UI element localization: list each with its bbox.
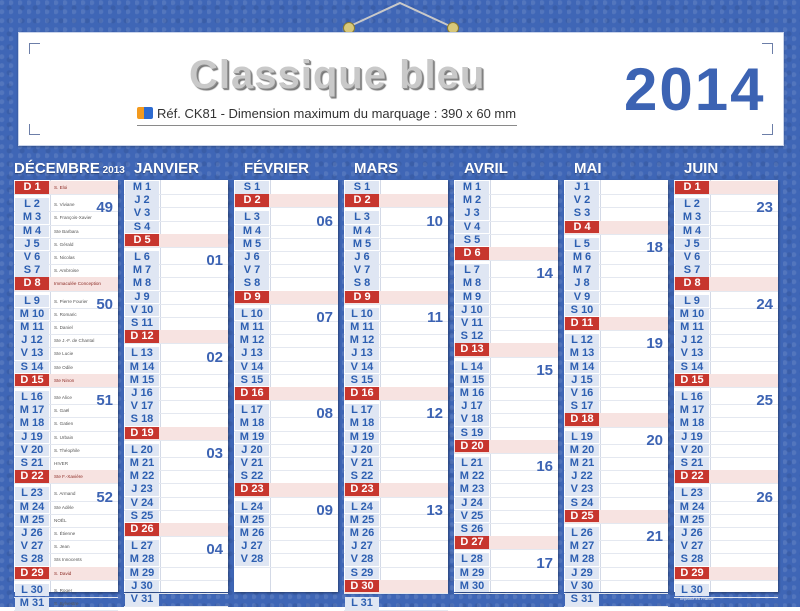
day-row: L 14 (454, 361, 558, 375)
day-row: M 19 (344, 431, 448, 445)
day-row: L 2 S. Viviane (14, 198, 118, 212)
day-row: S 7 S. Ambroise (14, 264, 118, 278)
day-row: V 21 (344, 457, 448, 471)
month-title-janvier: JANVIER (134, 160, 200, 177)
day-row: M 29 (454, 567, 558, 581)
month-column-janvier (124, 180, 228, 605)
week-number: 49 (96, 199, 113, 217)
day-row: L 21 (454, 457, 558, 471)
day-row: S 15 (344, 374, 448, 388)
day-row: M 15 (124, 374, 228, 388)
month-title-mars: MARS (354, 160, 399, 177)
day-row: V 31 (124, 593, 228, 607)
day-row: M 20 (564, 444, 668, 458)
day-row: S 19 (454, 427, 558, 441)
day-row: D 22 Ste F.-Xavière (14, 470, 118, 484)
day-row: L 19 (564, 431, 668, 445)
day-row: L 26 (564, 527, 668, 541)
day-row: D 23 (234, 483, 338, 497)
year-label: 2014 (624, 56, 766, 123)
day-row: M 9 (454, 291, 558, 305)
day-row: S 4 (124, 221, 228, 235)
day-row: M 4 (674, 225, 778, 239)
day-row: S 24 (564, 497, 668, 511)
day-row: M 5 (234, 238, 338, 252)
day-row: M 11 S. Daniel (14, 321, 118, 335)
day-row: L 6 (124, 251, 228, 265)
month-title-février: FÉVRIER (244, 160, 310, 177)
day-row: M 21 (124, 457, 228, 471)
day-row: L 27 (124, 540, 228, 554)
week-number: 18 (646, 239, 663, 256)
day-row: D 12 (124, 330, 228, 344)
day-row: V 24 (124, 497, 228, 511)
day-row: M 22 (454, 470, 558, 484)
day-row: S 3 (564, 207, 668, 221)
day-row: J 24 (454, 497, 558, 511)
day-row: L 24 (344, 501, 448, 515)
day-row: L 31 (344, 597, 448, 611)
day-row: M 24 Ste Adèle (14, 501, 118, 515)
day-row: J 9 (124, 291, 228, 305)
week-number: 14 (536, 265, 553, 283)
day-row: L 23 (674, 487, 778, 501)
day-row: L 13 (124, 347, 228, 361)
week-number: 04 (206, 541, 223, 559)
day-row: M 5 (344, 238, 448, 252)
day-row: M 3 (674, 211, 778, 225)
day-row: J 5 (674, 238, 778, 252)
day-row: M 23 (454, 483, 558, 497)
day-row: M 26 (344, 527, 448, 541)
week-number: 03 (206, 445, 223, 462)
day-row: V 6 S. Nicolas (14, 251, 118, 265)
day-row: D 15 Ste Ninon (14, 374, 118, 388)
day-row: M 25 (344, 514, 448, 528)
day-row: L 17 (344, 404, 448, 418)
day-row: V 14 (234, 361, 338, 375)
day-row: S 10 (564, 304, 668, 318)
day-row: L 24 (234, 501, 338, 515)
day-row: M 8 (124, 277, 228, 291)
week-number: 17 (536, 554, 553, 572)
week-number: 02 (206, 348, 223, 366)
day-row: M 29 (124, 567, 228, 581)
day-row: V 28 (344, 553, 448, 567)
day-row: D 25 (564, 510, 668, 524)
day-row: V 27 S. Jean (14, 540, 118, 554)
week-number: 08 (316, 405, 333, 423)
day-row: J 17 (454, 400, 558, 414)
week-number: 23 (756, 199, 773, 217)
day-row: S 22 (234, 470, 338, 484)
day-row: J 6 (234, 251, 338, 265)
day-row: M 22 (124, 470, 228, 484)
week-number: 20 (646, 431, 663, 449)
day-row: V 14 (344, 361, 448, 375)
day-row: M 2 (454, 194, 558, 208)
day-row: J 19 S. Urbain (14, 431, 118, 445)
day-row: M 21 (564, 457, 668, 471)
day-row: J 1 (564, 181, 668, 195)
month-column-décembre (14, 180, 118, 609)
day-row: M 19 (234, 431, 338, 445)
day-row: L 23 S. Armand (14, 487, 118, 501)
day-row: S 26 (454, 523, 558, 537)
day-row: M 11 (234, 321, 338, 335)
day-row: J 13 (234, 347, 338, 361)
month-title-avril: AVRIL (464, 160, 508, 177)
day-row: J 12 Ste J.-F. de Chantal (14, 334, 118, 348)
day-row: M 31 S. Sylvestre (14, 597, 118, 611)
week-number: 21 (646, 528, 663, 546)
day-row: D 19 (124, 427, 228, 441)
week-number: 25 (756, 392, 773, 410)
day-row: M 1 (454, 181, 558, 195)
day-row: M 25 (674, 514, 778, 528)
day-row: D 27 (454, 536, 558, 550)
month-title-mai: MAI (574, 160, 602, 177)
day-row: V 30 (564, 580, 668, 594)
day-row: S 12 (454, 330, 558, 344)
day-row: D 5 (124, 234, 228, 248)
month-column-avril (454, 180, 558, 592)
day-row: M 27 (564, 540, 668, 554)
day-row: S 8 (344, 277, 448, 291)
day-row: M 17 S. Gaël (14, 404, 118, 418)
week-number: 07 (316, 309, 333, 326)
day-row: V 27 (674, 540, 778, 554)
day-row: J 29 (564, 567, 668, 581)
day-row: V 10 (124, 304, 228, 318)
day-row: M 7 (564, 264, 668, 278)
day-row: L 7 (454, 264, 558, 278)
day-row: L 12 (564, 334, 668, 348)
day-row: V 20 S. Théophile (14, 444, 118, 458)
week-number: 16 (536, 458, 553, 476)
week-number: 26 (756, 488, 773, 506)
header-panel (18, 32, 784, 146)
day-row: M 17 (674, 404, 778, 418)
day-row: M 12 (234, 334, 338, 348)
day-row: D 29 S. David (14, 567, 118, 581)
footer-note: Imprimé en France (680, 596, 714, 601)
day-row: M 26 (234, 527, 338, 541)
day-row: V 16 (564, 387, 668, 401)
day-row: L 16 Ste Alice (14, 391, 118, 405)
day-row: J 20 (234, 444, 338, 458)
day-row: J 13 (344, 347, 448, 361)
day-row: S 14 (674, 361, 778, 375)
day-row: S 18 (124, 413, 228, 427)
day-row: M 7 (124, 264, 228, 278)
day-row: D 15 (674, 374, 778, 388)
day-row: S 14 Ste Odile (14, 361, 118, 375)
day-row: J 6 (344, 251, 448, 265)
day-row: S 8 (234, 277, 338, 291)
day-row: V 23 (564, 483, 668, 497)
day-row: M 11 (344, 321, 448, 335)
day-row: S 28 (674, 553, 778, 567)
day-row: S 1 (234, 181, 338, 195)
month-column-mai (564, 180, 668, 605)
day-row: M 10 S. Romaric (14, 308, 118, 322)
day-row: M 14 (124, 361, 228, 375)
day-row: V 25 (454, 510, 558, 524)
hanging-cord (340, 0, 460, 32)
day-row: M 28 (564, 553, 668, 567)
day-row: L 9 (674, 295, 778, 309)
brand-logo-icon (137, 107, 153, 119)
day-row: D 16 (344, 387, 448, 401)
day-row: D 22 (674, 470, 778, 484)
day-row: D 11 (564, 317, 668, 331)
day-row: J 5 S. Gérald (14, 238, 118, 252)
day-row: M 6 (564, 251, 668, 265)
month-column-février (234, 180, 338, 592)
day-row: V 18 (454, 413, 558, 427)
day-row: S 21 HIVER (14, 457, 118, 471)
day-row: J 10 (454, 304, 558, 318)
day-row: J 26 S. Étienne (14, 527, 118, 541)
day-row: V 9 (564, 291, 668, 305)
week-number: 52 (96, 488, 113, 506)
day-row: D 2 (344, 194, 448, 208)
day-row: M 25 NOËL (14, 514, 118, 528)
day-row: D 16 (234, 387, 338, 401)
day-row: L 9 S. Pierre Fourier (14, 295, 118, 309)
day-row: V 28 (234, 553, 338, 567)
day-row: D 1 (674, 181, 778, 195)
day-row: M 18 (674, 417, 778, 431)
day-row: M 13 (564, 347, 668, 361)
week-number: 12 (426, 405, 443, 423)
day-row: D 30 (344, 580, 448, 594)
day-row: S 22 (344, 470, 448, 484)
day-row: D 2 (234, 194, 338, 208)
day-row: D 23 (344, 483, 448, 497)
week-number: 10 (426, 212, 443, 230)
day-row: S 7 (674, 264, 778, 278)
day-row: V 17 (124, 400, 228, 414)
day-row: D 6 (454, 247, 558, 261)
day-row: D 18 (564, 413, 668, 427)
day-row: V 7 (234, 264, 338, 278)
day-row: D 20 (454, 440, 558, 454)
day-row: M 18 S. Gatien (14, 417, 118, 431)
day-row: J 15 (564, 374, 668, 388)
day-row: L 3 (344, 211, 448, 225)
day-row: M 4 Ste Barbara (14, 225, 118, 239)
day-row: M 4 (234, 225, 338, 239)
month-title-décembre: DÉCEMBRE 2013 (14, 160, 125, 177)
day-row: V 13 Ste Lucie (14, 347, 118, 361)
day-row: M 25 (234, 514, 338, 528)
day-row: D 29 (674, 567, 778, 581)
day-row: S 29 (344, 567, 448, 581)
week-number: 50 (96, 295, 113, 313)
day-row: L 10 (234, 308, 338, 322)
day-row: L 20 (124, 444, 228, 458)
day-row: V 6 (674, 251, 778, 265)
day-row: M 15 (454, 374, 558, 388)
day-row: L 30 S. Roger (14, 584, 118, 598)
week-number: 19 (646, 335, 663, 353)
day-row: J 23 (124, 483, 228, 497)
day-row: M 30 (454, 580, 558, 594)
day-row: S 11 (124, 317, 228, 331)
day-row: M 11 (674, 321, 778, 335)
day-row: S 15 (234, 374, 338, 388)
day-row: J 20 (344, 444, 448, 458)
day-row: J 3 (454, 207, 558, 221)
day-row: L 10 (344, 308, 448, 322)
day-row: M 18 (234, 417, 338, 431)
day-row: J 19 (674, 431, 778, 445)
week-number: 09 (316, 501, 333, 519)
month-column-mars (344, 180, 448, 609)
day-row: S 21 (674, 457, 778, 471)
day-row: M 1 (124, 181, 228, 195)
day-row: J 2 (124, 194, 228, 208)
day-row: J 8 (564, 277, 668, 291)
day-row: L 28 (454, 553, 558, 567)
day-row: D 4 (564, 221, 668, 235)
day-row: D 13 (454, 343, 558, 357)
day-row: D 1 S. Eloi (14, 181, 118, 195)
day-row: V 7 (344, 264, 448, 278)
day-row: J 12 (674, 334, 778, 348)
day-row: J 27 (234, 540, 338, 554)
day-row: J 16 (124, 387, 228, 401)
day-row: D 8 (674, 277, 778, 291)
week-number: 06 (316, 212, 333, 230)
day-row: L 2 (674, 198, 778, 212)
day-row: J 26 (674, 527, 778, 541)
day-row: M 4 (344, 225, 448, 239)
day-row: S 28 Sts Innocents (14, 553, 118, 567)
day-row: D 8 Immaculée Conception (14, 277, 118, 291)
day-row: V 13 (674, 347, 778, 361)
day-row: S 17 (564, 400, 668, 414)
day-row: V 3 (124, 207, 228, 221)
day-row: M 8 (454, 277, 558, 291)
day-row: M 12 (344, 334, 448, 348)
week-number: 24 (756, 295, 773, 313)
reference-line (137, 106, 516, 121)
week-number: 51 (96, 392, 113, 410)
month-column-juin (674, 180, 778, 596)
week-number: 11 (427, 309, 443, 326)
day-row: L 17 (234, 404, 338, 418)
day-row: S 25 (124, 510, 228, 524)
month-title-juin: JUIN (684, 160, 719, 177)
product-title: Classique bleu (189, 53, 486, 97)
day-row: M 16 (454, 387, 558, 401)
day-row: M 3 S. François-Xavier (14, 211, 118, 225)
day-row: L 3 (234, 211, 338, 225)
day-row: J 27 (344, 540, 448, 554)
day-row: V 11 (454, 317, 558, 331)
week-number: 13 (426, 501, 443, 519)
day-row: L 16 (674, 391, 778, 405)
day-row: L 30 (674, 584, 778, 598)
day-row: V 21 (234, 457, 338, 471)
day-row: J 22 (564, 470, 668, 484)
day-row: S 5 (454, 234, 558, 248)
day-row: D 26 (124, 523, 228, 537)
day-row: S 1 (344, 181, 448, 195)
day-row: V 4 (454, 221, 558, 235)
day-row: V 20 (674, 444, 778, 458)
day-row: M 10 (674, 308, 778, 322)
day-row: S 31 (564, 593, 668, 607)
week-number: 15 (536, 361, 553, 379)
week-number: 01 (206, 252, 223, 270)
day-row: V 2 (564, 194, 668, 208)
reference-text: Réf. CK81 - Dimension maximum du marquage : 390 x 60 mm (157, 106, 517, 121)
day-row: M 14 (564, 361, 668, 375)
day-row: D 9 (344, 291, 448, 305)
day-row: M 24 (674, 501, 778, 515)
day-row: D 9 (234, 291, 338, 305)
day-row: M 28 (124, 553, 228, 567)
day-row: J 30 (124, 580, 228, 594)
day-row: M 18 (344, 417, 448, 431)
day-row: L 5 (564, 238, 668, 252)
